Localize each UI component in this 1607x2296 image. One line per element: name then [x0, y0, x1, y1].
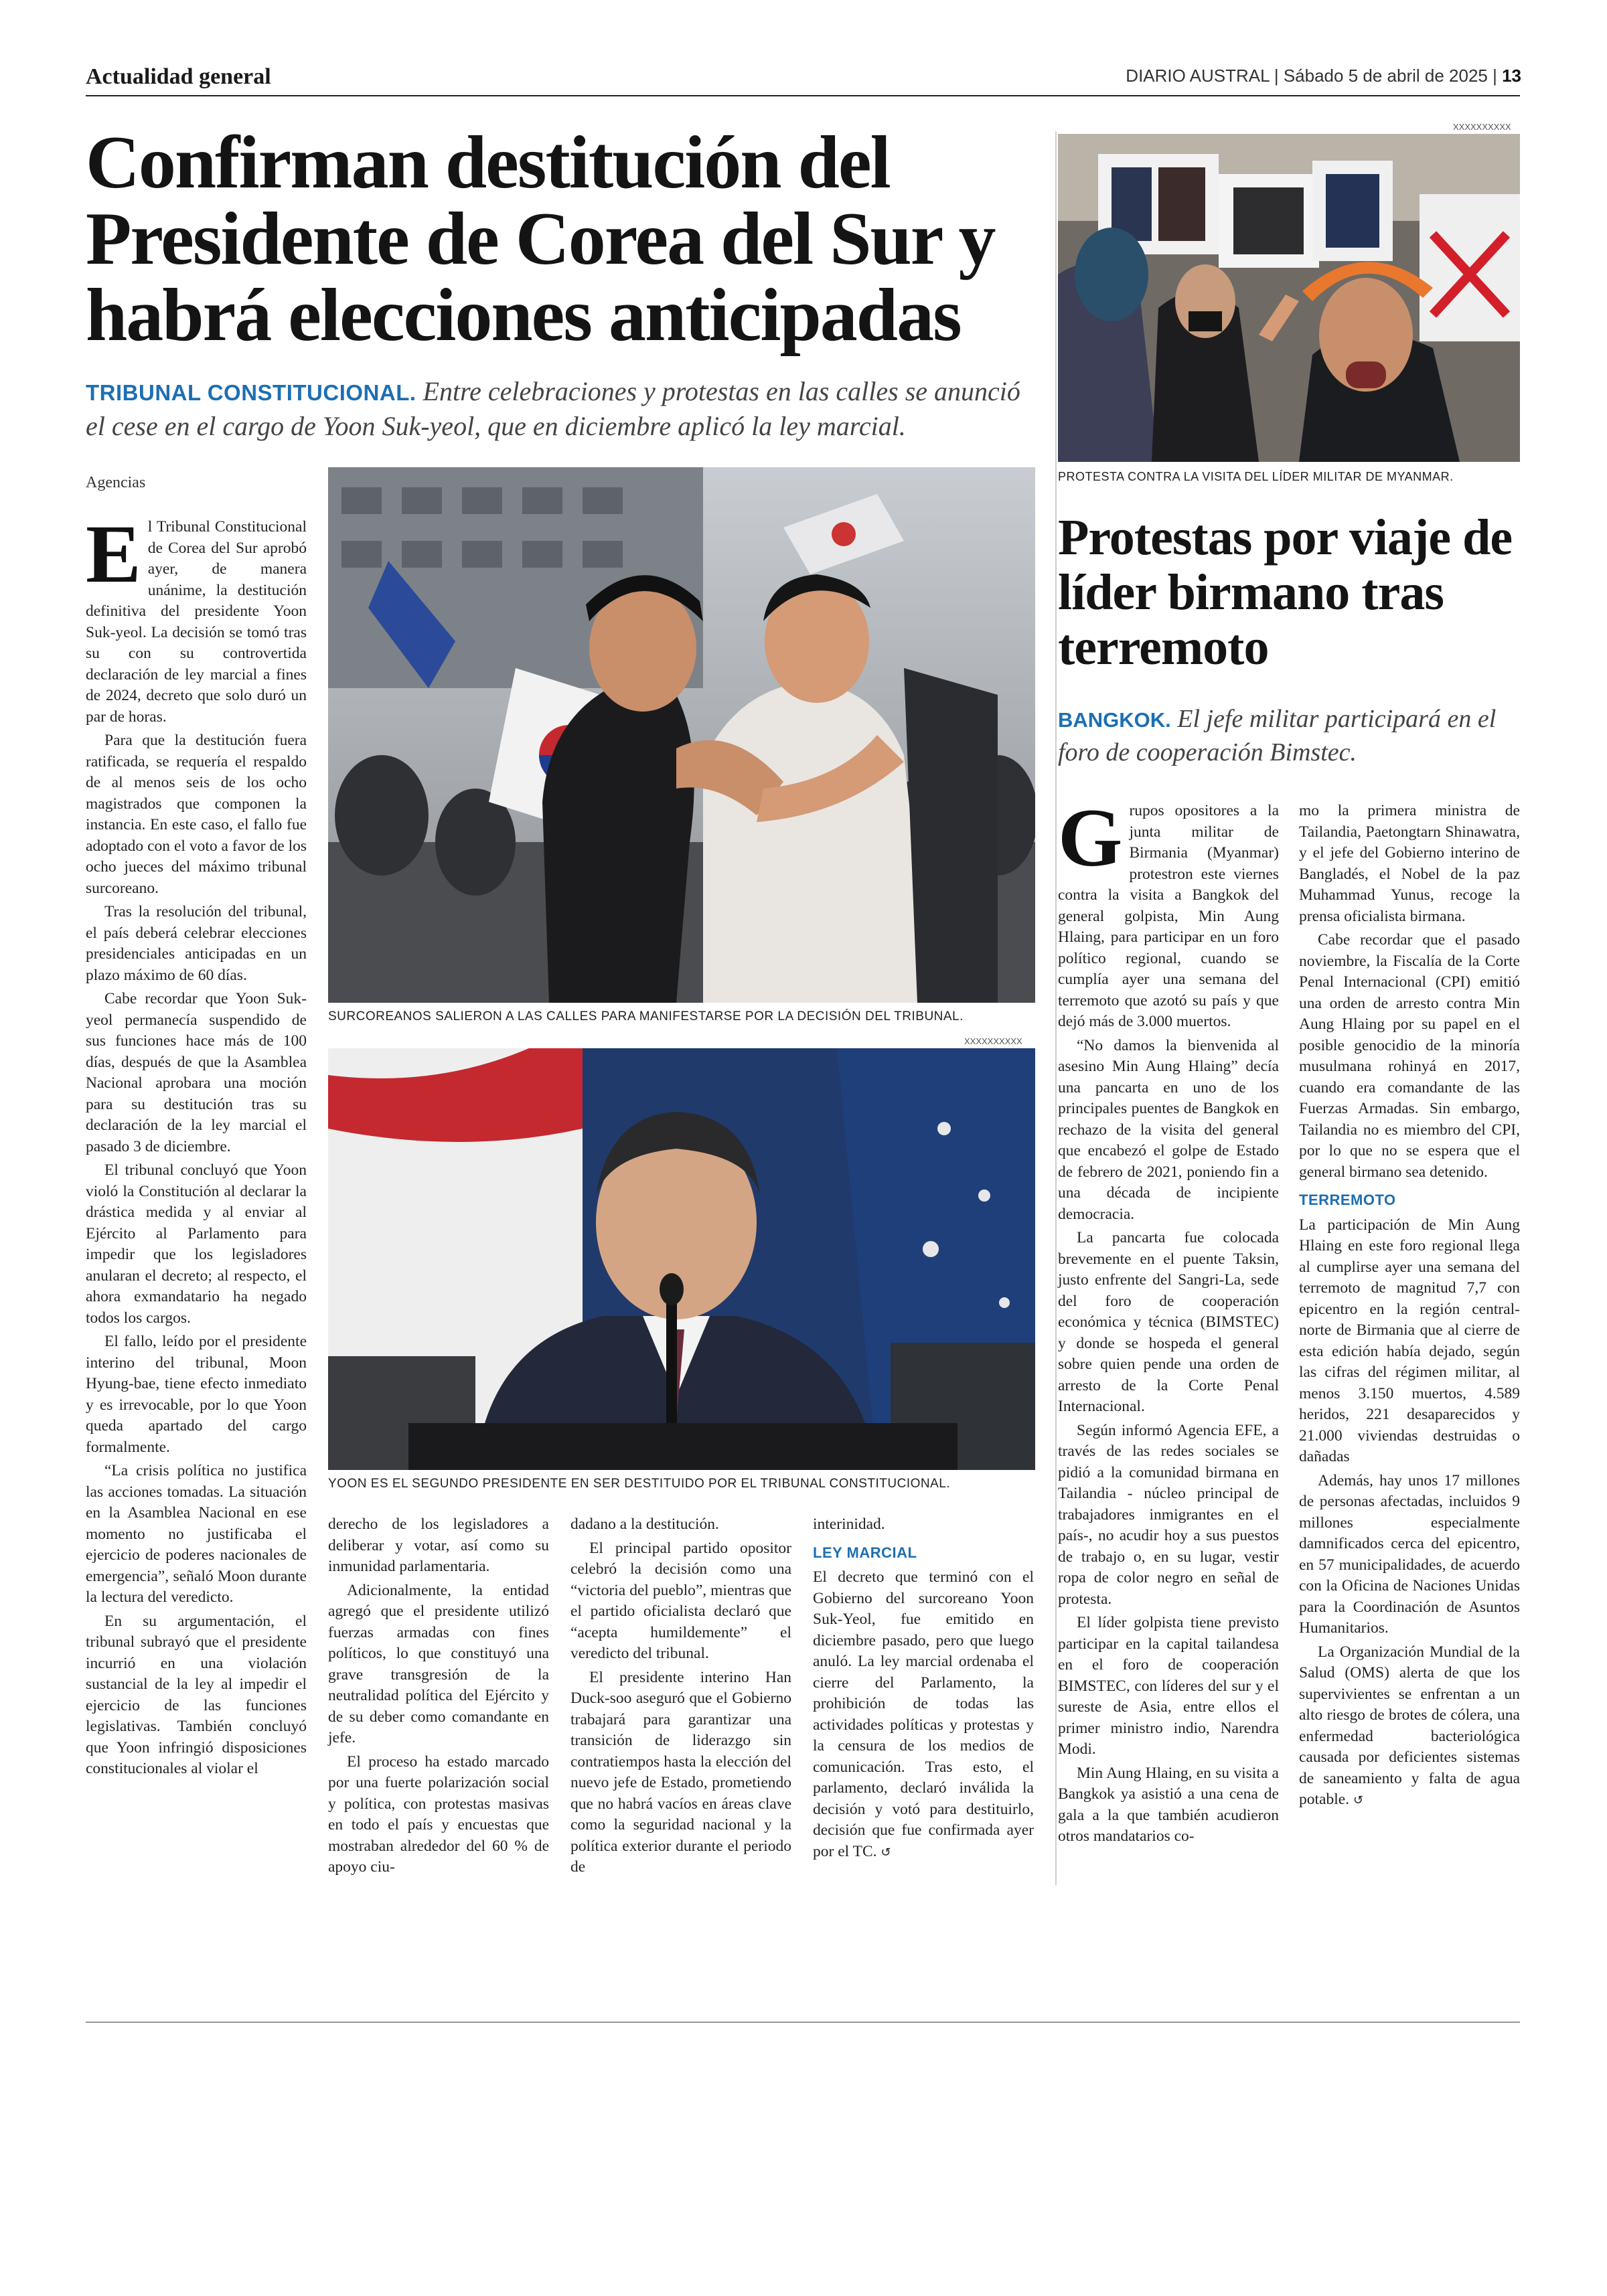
end-mark-icon: ↺: [1353, 1793, 1364, 1807]
drop-cap: G: [1058, 792, 1123, 884]
footer-rule: [86, 2022, 1520, 2023]
photo-protest: [1058, 134, 1520, 462]
subhead-ley-marcial: LEY MARCIAL: [813, 1544, 917, 1561]
side-kicker: [1058, 703, 1520, 768]
paragraph: La pancarta fue colocada brevemente en el puente Taksin, justo enfrente del Sangri-La, sede del foro de cooperación económica y técnica (BIMSTEC) y donde se hospeda el general sobre quien pende una orden de arresto de la Corte Penal Internacional.: [1058, 1229, 1279, 1415]
paragraph: Cabe recordar que Yoon Suk-yeol permanecía suspendido de sus funciones hace más de 100 días, después de que la Asamblea Nacional aprobara una moción para su destitución tras su declaración de la ley marcial el pasado 3 de diciembre.: [86, 990, 307, 1155]
side-kicker-tag: BANGKOK.: [1058, 708, 1171, 732]
paragraph: En su argumentación, el tribunal subrayó que el presidente incurrió en una violación sustancial de la ley al impedir el ejercicio de las funciones legislativas. También concluyó que Yoon infringió disposiciones constitucionales al violar el: [86, 1612, 307, 1777]
paragraph: El principal partido opositor celebró la decisión como una “victoria del pueblo”, mientras que el partido oficialista declaró que “acepta humildemente” el veredicto del tribunal.: [570, 1539, 791, 1662]
yoon-illustration: [328, 1048, 1035, 1470]
main-kicker: [86, 375, 1043, 443]
paragraph: Min Aung Hlaing, en su visita a Bangkok ya asistió a una cena de gala a la que también acudieron otros mandatarios co-: [1058, 1764, 1279, 1845]
photo-celebration: [328, 467, 1035, 1003]
subhead-terremoto: TERREMOTO: [1299, 1192, 1396, 1208]
main-column-3: [570, 1514, 791, 1881]
paragraph: dadano a la destitución.: [570, 1515, 719, 1533]
page-number: 13: [1502, 66, 1521, 86]
paragraph: interinidad.: [813, 1515, 885, 1533]
separator: |: [1274, 66, 1284, 86]
main-column-1: [86, 508, 307, 1783]
paragraph: Para que la destitución fuera ratificada, se requería el respaldo de al menos seis de los ocho magistrados que componen la instancia. En este caso, el fallo fue adoptado con el voto a favor de los ocho jueces del máximo tribunal surcoreano.: [86, 732, 307, 897]
protest-illustration: [1058, 134, 1520, 462]
paragraph: Según informó Agencia EFE, a través de las redes sociales se pidió a la comunidad birmana en Tailandia - núcleo principal de trabajadores inmigrantes en el país-, no acudir hoy a sus puestos de trabajo o, en su lugar, vestir ropa de color negro en señal de protesta.: [1058, 1421, 1279, 1608]
side-photo-credit: XXXXXXXXXX: [1453, 122, 1511, 132]
section-label: Actualidad general: [86, 64, 271, 89]
newspaper-name: DIARIO AUSTRAL: [1126, 66, 1270, 86]
paragraph: Cabe recordar que el pasado noviembre, la Fiscalía de la Corte Penal Internacional (CPI) emitió una orden de arresto contra Min Aung Hlaing por su papel en el posible genocidio de la minoría musulmana rohinyá en 2017, cuando era comandante de las Fuerzas Armadas. Sin embargo, Tailandia no es miembro del CPI, por lo que no se espera que el general birmano sea detenido.: [1299, 931, 1520, 1181]
photo-yoon-credit: XXXXXXXXXX: [964, 1036, 1022, 1046]
paragraph: El proceso ha estado marcado por una fuerte polarización social y política, con protestas masivas en todo el país y encuestas que mostraban alrededor del 60 % de apoyo ciu-: [328, 1752, 549, 1876]
side-headline: Protestas por viaje de líder birmano tras terremoto: [1058, 509, 1513, 675]
paragraph: El fallo, leído por el presidente interino del tribunal, Moon Hyung-bae, tiene efecto inmediato y es irrevocable, por lo que Yoon queda apartado del cargo formalmente.: [86, 1333, 307, 1456]
paragraph: “La crisis política no justifica las acciones tomadas. La situación en la Asamblea Nacional en ese momento no justificaba el ejercicio de poderes nacionales de emergencia”, señaló Moon durante la lectura del veredicto.: [86, 1462, 307, 1606]
side-column-1: [1058, 792, 1279, 1850]
side-kicker-text: El jefe militar participará en el foro de cooperación Bimstec.: [1058, 705, 1497, 766]
photo-celebration-caption: SURCOREANOS SALIERON A LAS CALLES PARA MANIFESTARSE POR LA DECISIÓN DEL TRIBUNAL.: [328, 1009, 964, 1023]
paragraph: derecho de los legisladores a deliberar y votar, así como su inmunidad parlamentaria.: [328, 1515, 549, 1575]
paragraph: La Organización Mundial de la Salud (OMS) alerta de que los supervivientes se enfrentan a un alto riesgo de brotes de cólera, una enfermedad bacteriológica causada por deficientes sistemas de saneamiento y falta de agua potable. ↺: [1299, 1643, 1520, 1808]
header-rule: [86, 95, 1520, 96]
drop-cap: E: [86, 508, 141, 600]
kicker-tag: TRIBUNAL CONSTITUCIONAL.: [86, 380, 416, 405]
side-photo-caption: PROTESTA CONTRA LA VISITA DEL LÍDER MILITAR DE MYANMAR.: [1058, 470, 1454, 483]
paragraph: El decreto que terminó con el Gobierno del surcoreano Yoon Suk-Yeol, fue emitido en diciembre pasado, pero que luego anuló. La ley marcial ordenaba el cierre del Parlamento, la prohibición de todas las actividades políticas y protestas y la censura de los medios de comunicación. Tras esto, el parlamento, declaró inválida la decisión y votó para destituirlo, decisión que fue confirmada ayer por el TC. ↺: [813, 1568, 1034, 1860]
paragraph: Adicionalmente, la entidad agregó que el presidente utilizó fuerzas armadas con fines políticos, lo que constituyó una grave transgresión de la neutralidad política del Ejército y de su deber como comandante en jefe.: [328, 1581, 549, 1746]
kicker-text: Entre celebraciones y protestas en las calles se anunció el cese en el cargo de Yoon Suk-yeol, que en diciembre aplicó la ley marcial.: [86, 376, 1020, 441]
main-headline: Confirman destitución del Presidente de Corea del Sur y habrá elecciones anticipadas: [86, 121, 995, 357]
paragraph: La participación de Min Aung Hlaing en este foro regional llega al cumplirse ayer una semana del terremoto de magnitud 7,7 con epicentro en la región central-norte de Birmania que al cierre de esta edición había dejado, según las cifras del régimen militar, al menos 3.150 muertos, 4.589 heridos, 221 desaparecidos y 21.000 viviendas destruidas o dañadas: [1299, 1216, 1520, 1465]
side-column-2: [1299, 801, 1520, 1814]
masthead-info: [1126, 66, 1521, 86]
end-mark-icon: ↺: [881, 1845, 891, 1860]
paragraph: Grupos opositores a la junta militar de Birmania (Myanmar) protestron este viernes contra la visita a Bangkok del general golpista, Min Aung Hlaing, para participar en un foro político regional, cuando se cumplía ayer una semana del terremoto que azotó su país y que dejó más de 3.000 muertos.: [1058, 792, 1279, 1030]
paragraph: Además, hay unos 17 millones de personas afectadas, incluidos 9 millones especialmente damnificados cerca del epicentro, en 57 municipalidades, de acuerdo con la Oficina de Naciones Unidas para la Coordinación de Asuntos Humanitarios.: [1299, 1471, 1520, 1637]
main-column-4: [813, 1514, 1034, 1866]
celebration-illustration: [328, 467, 1035, 1003]
paragraph: “No damos la bienvenida al asesino Min Aung Hlaing” decía una pancarta en uno de los principales puentes de Bangkok en rechazo de la visita del general que encabezó el golpe de Estado de febrero de 2021, poniendo fin a una década de incipiente democracia.: [1058, 1036, 1279, 1223]
byline: Agencias: [86, 474, 146, 491]
paragraph: El tribunal concluyó que Yoon violó la Constitución al declarar la drástica medida y al enviar al Ejército al Parlamento para impedir que los legisladores anularan el decreto; al respecto, el ahora exmandatario ha negado todos los cargos.: [86, 1161, 307, 1327]
issue-date: Sábado 5 de abril de 2025: [1283, 66, 1488, 86]
paragraph: El Tribunal Constitucional de Corea del Sur aprobó ayer, de manera unánime, la destitución definitiva del presidente Yoon Suk-yeol. La decisión se tomó tras su con su controvertida declaración de ley marcial a fines de 2024, decreto que solo duró un par de horas.: [86, 508, 307, 726]
photo-yoon: [328, 1048, 1035, 1470]
main-column-2: [328, 1514, 549, 1881]
paragraph: El líder golpista tiene previsto participar en la capital tailandesa en el foro de cooperación BIMSTEC, con líderes del sur y el sureste de Asia, entre ellos el primer ministro indio, Narendra Modi.: [1058, 1614, 1279, 1758]
photo-yoon-caption: YOON ES EL SEGUNDO PRESIDENTE EN SER DESTITUIDO POR EL TRIBUNAL CONSTITUCIONAL.: [328, 1477, 951, 1491]
separator: |: [1493, 66, 1503, 86]
paragraph: El presidente interino Han Duck-soo aseguró que el Gobierno trabajará para garantizar una transición de liderazgo sin contratiempos hasta la elección del nuevo jefe de Estado, prometiendo que no habrá vacíos en áreas clave como la seguridad nacional y la política exterior durante el periodo de: [570, 1668, 791, 1876]
column-divider: [1055, 131, 1057, 1885]
paragraph: mo la primera ministra de Tailandia, Paetongtarn Shinawatra, y el jefe del Gobierno interino de Bangladés, el Nobel de la paz Muhammad Yunus, recoge la prensa oficialista birmana.: [1299, 802, 1520, 925]
paragraph: Tras la resolución del tribunal, el país deberá celebrar elecciones presidenciales anticipadas en un plazo máximo de 60 días.: [86, 903, 307, 984]
